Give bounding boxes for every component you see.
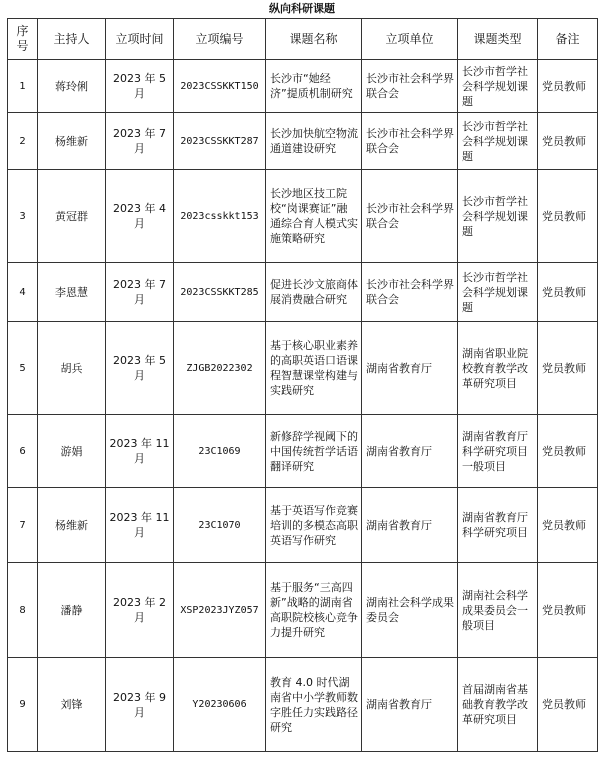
cell-unit: 湖南省教育厅	[362, 658, 458, 752]
cell-time: 2023 年 9 月	[106, 658, 174, 752]
cell-host: 蒋玲俐	[38, 60, 106, 113]
cell-type: 长沙市哲学社会科学规划课题	[458, 170, 538, 263]
cell-host: 胡兵	[38, 322, 106, 415]
cell-name: 新修辞学视阈下的中国传统哲学话语翻译研究	[266, 415, 362, 488]
cell-type: 湖南省教育厅科学研究项目一般项目	[458, 415, 538, 488]
cell-time: 2023 年 11 月	[106, 488, 174, 563]
page-title: 纵向科研课题	[269, 2, 335, 15]
cell-name: 教育 4.0 时代湖南省中小学教师数字胜任力实践路径研究	[266, 658, 362, 752]
table-row	[8, 563, 598, 658]
cell-note: 党员教师	[538, 658, 598, 752]
cell-no: 5	[8, 322, 38, 415]
cell-type: 长沙市哲学社会科学规划课题	[458, 113, 538, 170]
table-header-row	[8, 19, 598, 60]
cell-code: 2023CSSKKT287	[174, 113, 266, 170]
cell-unit: 湖南省教育厅	[362, 488, 458, 563]
cell-no: 6	[8, 415, 38, 488]
cell-time: 2023 年 7 月	[106, 113, 174, 170]
cell-type: 湖南省教育厅科学研究项目	[458, 488, 538, 563]
cell-no: 3	[8, 170, 38, 263]
cell-type: 湖南省职业院校教育教学改革研究项目	[458, 322, 538, 415]
cell-host: 刘锋	[38, 658, 106, 752]
cell-code: ZJGB2022302	[174, 322, 266, 415]
cell-code: 2023csskkt153	[174, 170, 266, 263]
cell-no: 7	[8, 488, 38, 563]
cell-host: 黄冠群	[38, 170, 106, 263]
header-no: 序号	[8, 19, 38, 60]
cell-name: 基于服务“三高四新”战略的湖南省高职院校核心竞争力提升研究	[266, 563, 362, 658]
cell-host: 游娟	[38, 415, 106, 488]
cell-name: 长沙地区技工院校“岗课赛证”融通综合育人模式实施策略研究	[266, 170, 362, 263]
cell-note: 党员教师	[538, 113, 598, 170]
cell-note: 党员教师	[538, 60, 598, 113]
cell-time: 2023 年 5 月	[106, 322, 174, 415]
table-row	[8, 415, 598, 488]
table-row	[8, 170, 598, 263]
cell-unit: 长沙市社会科学界联合会	[362, 263, 458, 322]
cell-type: 长沙市哲学社会科学规划课题	[458, 263, 538, 322]
table-row	[8, 113, 598, 170]
cell-name: 基于英语写作竞赛培训的多模态高职英语写作研究	[266, 488, 362, 563]
table-row	[8, 488, 598, 563]
cell-name: 促进长沙文旅商体展消费融合研究	[266, 263, 362, 322]
cell-unit: 湖南省教育厅	[362, 322, 458, 415]
cell-type: 长沙市哲学社会科学规划课题	[458, 60, 538, 113]
cell-code: Y20230606	[174, 658, 266, 752]
cell-time: 2023 年 4 月	[106, 170, 174, 263]
cell-unit: 湖南省教育厅	[362, 415, 458, 488]
header-unit: 立项单位	[362, 19, 458, 60]
header-type: 课题类型	[458, 19, 538, 60]
cell-unit: 长沙市社会科学界联合会	[362, 170, 458, 263]
header-name: 课题名称	[266, 19, 362, 60]
cell-time: 2023 年 7 月	[106, 263, 174, 322]
cell-code: XSP2023JYZ057	[174, 563, 266, 658]
cell-code: 23C1070	[174, 488, 266, 563]
cell-no: 1	[8, 60, 38, 113]
cell-note: 党员教师	[538, 488, 598, 563]
cell-type: 首届湖南省基础教育教学改革研究项目	[458, 658, 538, 752]
cell-time: 2023 年 11 月	[106, 415, 174, 488]
header-code: 立项编号	[174, 19, 266, 60]
cell-no: 9	[8, 658, 38, 752]
table-row	[8, 263, 598, 322]
cell-unit: 长沙市社会科学界联合会	[362, 113, 458, 170]
table-row	[8, 658, 598, 752]
cell-host: 杨维新	[38, 113, 106, 170]
cell-no: 2	[8, 113, 38, 170]
cell-name: 长沙市“她经济”提质机制研究	[266, 60, 362, 113]
cell-no: 8	[8, 563, 38, 658]
cell-note: 党员教师	[538, 563, 598, 658]
cell-note: 党员教师	[538, 170, 598, 263]
cell-unit: 湖南社会科学成果委员会	[362, 563, 458, 658]
cell-name: 基于核心职业素养的高职英语口语课程智慧课堂构建与实践研究	[266, 322, 362, 415]
cell-note: 党员教师	[538, 322, 598, 415]
research-projects-table	[7, 18, 598, 752]
cell-code: 2023CSSKKT150	[174, 60, 266, 113]
cell-name: 长沙加快航空物流通道建设研究	[266, 113, 362, 170]
cell-type: 湖南社会科学成果委员会一般项目	[458, 563, 538, 658]
header-note: 备注	[538, 19, 598, 60]
cell-host: 李恩慧	[38, 263, 106, 322]
cell-unit: 长沙市社会科学界联合会	[362, 60, 458, 113]
cell-time: 2023 年 2 月	[106, 563, 174, 658]
cell-code: 23C1069	[174, 415, 266, 488]
table-row	[8, 322, 598, 415]
cell-code: 2023CSSKKT285	[174, 263, 266, 322]
cell-host: 杨维新	[38, 488, 106, 563]
cell-no: 4	[8, 263, 38, 322]
cell-time: 2023 年 5 月	[106, 60, 174, 113]
cell-note: 党员教师	[538, 415, 598, 488]
cell-host: 潘静	[38, 563, 106, 658]
header-host: 主持人	[38, 19, 106, 60]
table-row	[8, 60, 598, 113]
cell-note: 党员教师	[538, 263, 598, 322]
header-time: 立项时间	[106, 19, 174, 60]
